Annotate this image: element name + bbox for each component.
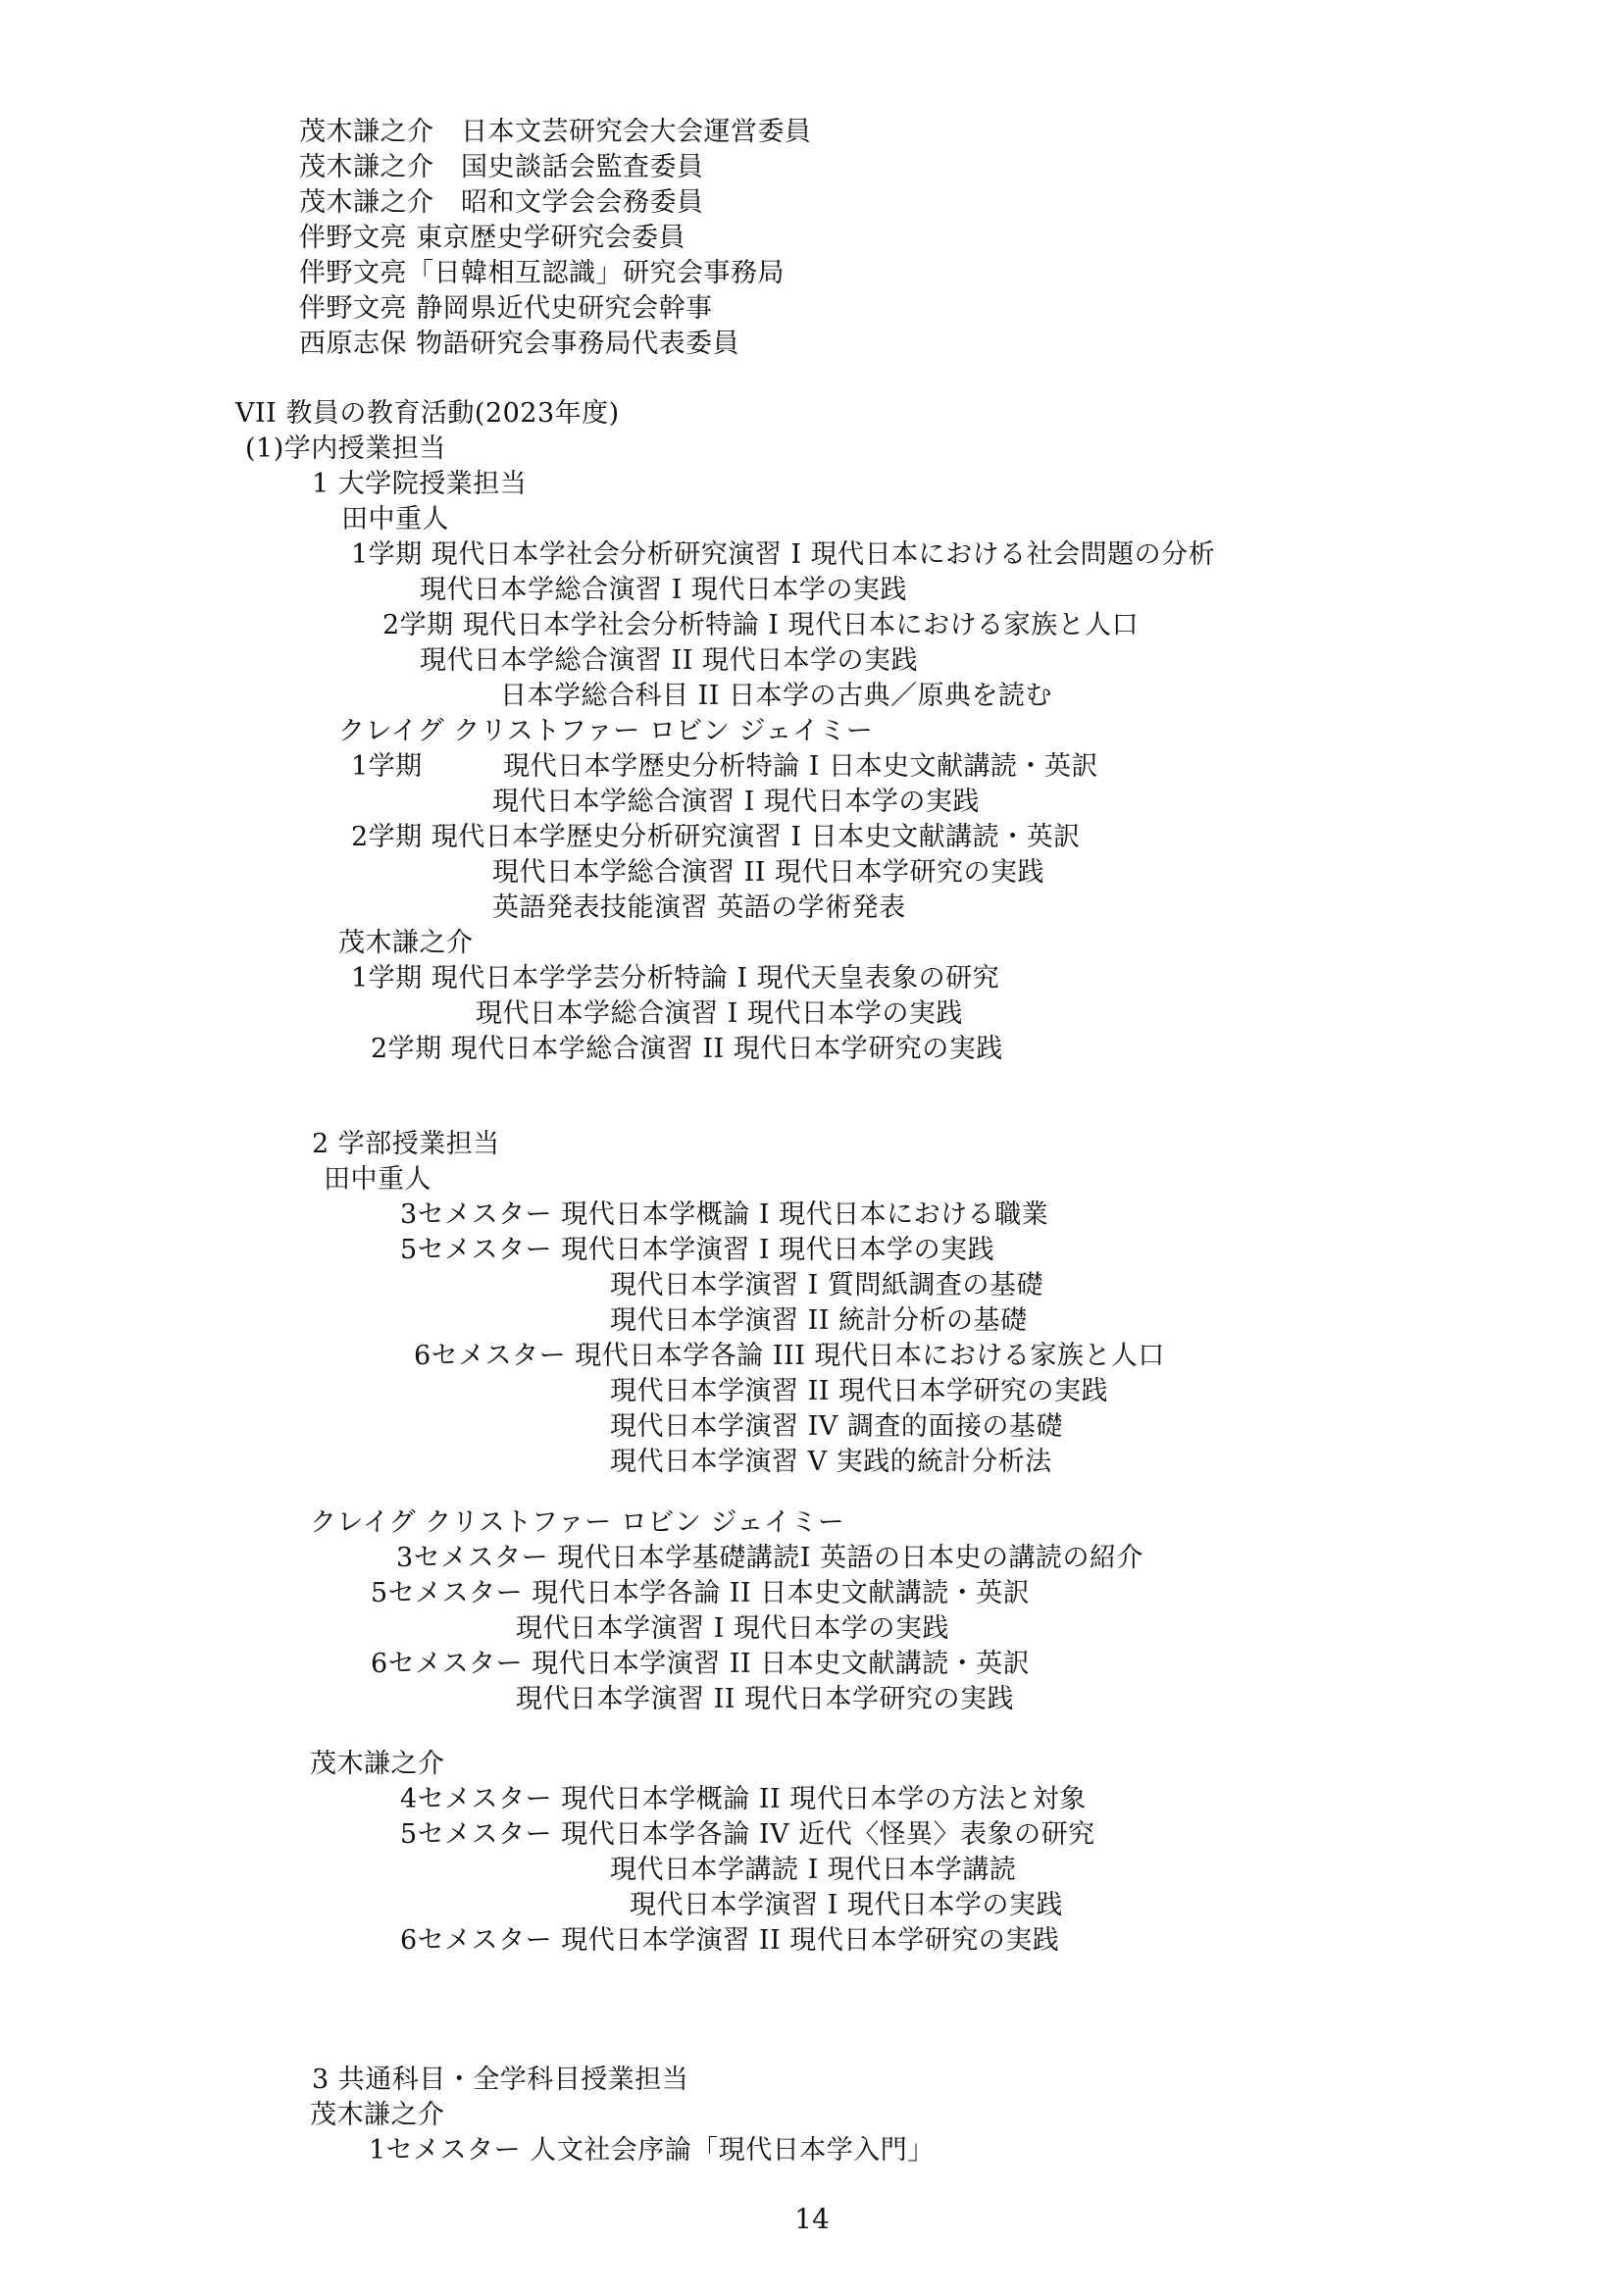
instructor-name: 茂木謙之介 bbox=[310, 1749, 445, 1779]
instructor-name: 茂木謙之介 bbox=[338, 928, 474, 958]
course-line: 現代日本学演習 I 質問紙調査の基礎 bbox=[610, 1270, 1043, 1300]
course-line: 現代日本学演習 V 実践的統計分析法 bbox=[610, 1447, 1052, 1477]
committee-role: 伴野文亮 静岡県近代史研究会幹事 bbox=[299, 293, 713, 324]
course-line: 現代日本学演習 II 現代日本学研究の実践 bbox=[516, 1684, 1014, 1714]
page-number: 14 bbox=[794, 2203, 830, 2235]
course-line: 5セメスター 現代日本学演習 I 現代日本学の実践 bbox=[400, 1235, 995, 1265]
course-line: 現代日本学演習 II 現代日本学研究の実践 bbox=[610, 1376, 1108, 1406]
course-line: 英語発表技能演習 英語の学術発表 bbox=[492, 892, 906, 923]
section-heading: VII 教員の教育活動(2023年度) bbox=[235, 398, 620, 429]
instructor-name: 田中重人 bbox=[324, 1164, 431, 1195]
course-line: 3セメスター 現代日本学基礎講読I 英語の日本史の講読の紹介 bbox=[396, 1543, 1144, 1573]
course-line: 1学期 現代日本学歴史分析特論 I 日本史文献講読・英訳 bbox=[351, 751, 1099, 782]
course-line: 1学期 現代日本学社会分析研究演習 I 現代日本における社会問題の分析 bbox=[351, 539, 1216, 570]
committee-role: 茂木謙之介 国史談話会監査委員 bbox=[299, 152, 704, 182]
course-line: 現代日本学講読 I 現代日本学講読 bbox=[610, 1855, 1017, 1885]
course-line: 現代日本学総合演習 II 現代日本学研究の実践 bbox=[492, 857, 1044, 888]
instructor-name: 茂木謙之介 bbox=[310, 2100, 445, 2130]
course-line: 現代日本学総合演習 I 現代日本学の実践 bbox=[492, 787, 980, 817]
course-line: 2学期 現代日本学社会分析特論 I 現代日本における家族と人口 bbox=[382, 610, 1140, 640]
committee-role: 西原志保 物語研究会事務局代表委員 bbox=[299, 329, 740, 359]
course-line: 2学期 現代日本学総合演習 II 現代日本学研究の実践 bbox=[371, 1034, 1003, 1064]
course-line: 1学期 現代日本学学芸分析特論 I 現代天皇表象の研究 bbox=[351, 963, 1000, 994]
common-heading: 3 共通科目・全学科目授業担当 bbox=[312, 2065, 689, 2095]
instructor-name: 田中重人 bbox=[341, 504, 449, 535]
course-line: 4セメスター 現代日本学概論 II 現代日本学の方法と対象 bbox=[400, 1784, 1087, 1814]
graduate-heading: 1 大学院授業担当 bbox=[312, 469, 528, 499]
course-line: 現代日本学演習 IV 調査的面接の基礎 bbox=[610, 1411, 1063, 1442]
course-line: 3セメスター 現代日本学概論 I 現代日本における職業 bbox=[400, 1199, 1049, 1230]
course-line: 現代日本学演習 I 現代日本学の実践 bbox=[516, 1613, 949, 1644]
course-line: 2学期 現代日本学歴史分析研究演習 I 日本史文献講読・英訳 bbox=[351, 822, 1081, 852]
instructor-name: クレイグ クリストファー ロビン ジェイミー bbox=[338, 716, 874, 746]
committee-role: 伴野文亮「日韓相互認識」研究会事務局 bbox=[299, 258, 785, 288]
course-line: 5セメスター 現代日本学各論 II 日本史文献講読・英訳 bbox=[371, 1578, 1031, 1608]
undergrad-heading: 2 学部授業担当 bbox=[312, 1129, 500, 1159]
instructor-name: クレイグ クリストファー ロビン ジェイミー bbox=[310, 1507, 845, 1538]
course-line: 6セメスター 現代日本学演習 II 日本史文献講読・英訳 bbox=[371, 1649, 1031, 1679]
subsection-heading: (1)学内授業担当 bbox=[245, 433, 446, 464]
course-line: 5セメスター 現代日本学各論 IV 近代〈怪異〉表象の研究 bbox=[400, 1819, 1095, 1850]
course-line: 現代日本学演習 I 現代日本学の実践 bbox=[630, 1890, 1063, 1920]
course-line: 現代日本学総合演習 I 現代日本学の実践 bbox=[420, 575, 907, 605]
course-line: 日本学総合科目 II 日本学の古典／原典を読む bbox=[500, 681, 1052, 711]
course-line: 6セメスター 現代日本学各論 III 現代日本における家族と人口 bbox=[414, 1341, 1165, 1371]
course-line: 現代日本学総合演習 I 現代日本学の実践 bbox=[476, 998, 963, 1029]
committee-role: 茂木謙之介 日本文芸研究会大会運営委員 bbox=[299, 117, 812, 147]
course-line: 現代日本学演習 II 統計分析の基礎 bbox=[610, 1305, 1028, 1336]
course-line: 現代日本学総合演習 II 現代日本学の実践 bbox=[420, 645, 918, 676]
course-line: 1セメスター 人文社会序論「現代日本学入門」 bbox=[369, 2135, 935, 2166]
course-line: 6セメスター 現代日本学演習 II 現代日本学研究の実践 bbox=[400, 1925, 1060, 1956]
committee-role: 茂木謙之介 昭和文学会会務委員 bbox=[299, 187, 704, 218]
committee-role: 伴野文亮 東京歴史学研究会委員 bbox=[299, 223, 686, 253]
